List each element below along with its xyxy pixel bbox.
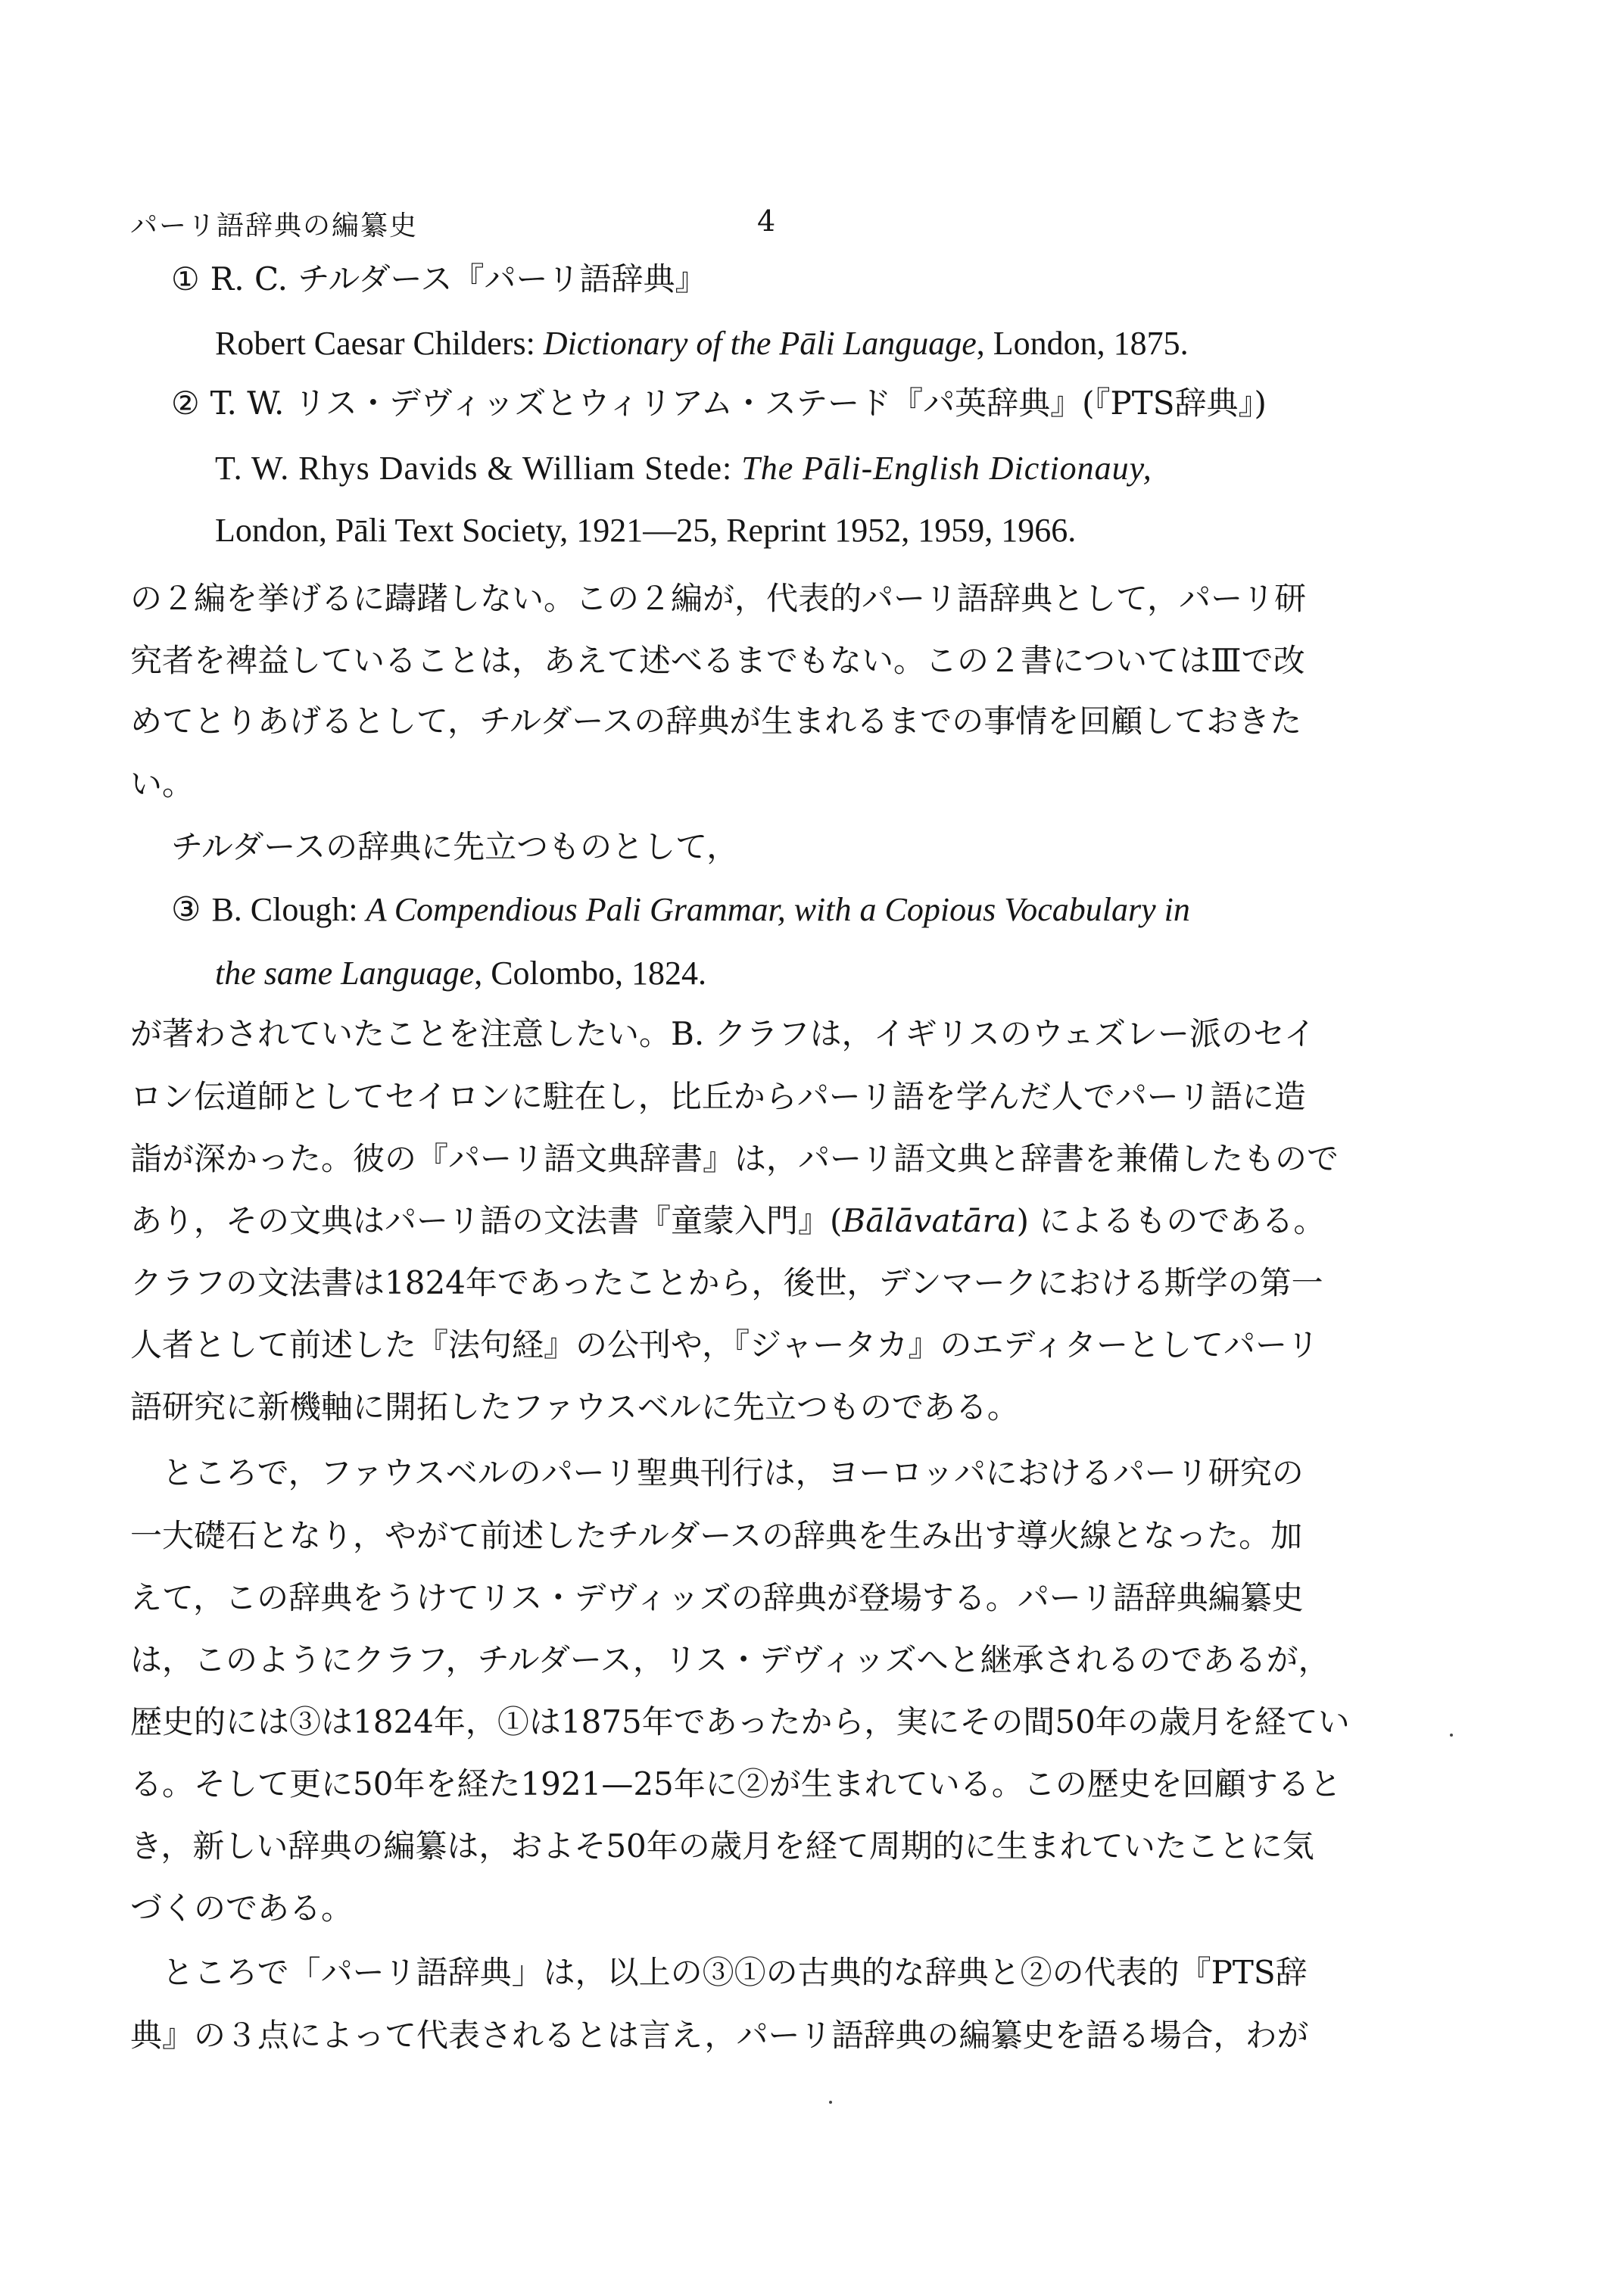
scan-speck: [829, 2101, 832, 2104]
reference-3-citation: [171, 893, 1190, 927]
citation-title: The Pāli-English Dictionauy,: [741, 450, 1152, 487]
body-line: る。そして更に50年を経た1921—25年に②が生まれている。この歴史を回顧すると: [130, 1765, 1342, 1802]
body-line: 歴史的には③は1824年，①は1875年であったから，実にその間50年の歳月を経てい: [130, 1703, 1350, 1740]
body-line: クラフの文法書は1824年であったことから，後世，デンマークにおける斯学の第一: [130, 1264, 1323, 1301]
body-line: [130, 1202, 1326, 1239]
reference-3-citation-cont: [215, 957, 706, 990]
citation-author: Robert Caesar Childers:: [215, 325, 544, 362]
reference-number: ②: [171, 385, 200, 422]
running-title: パーリ語辞典の編纂史: [130, 210, 419, 241]
reference-number: ①: [171, 260, 200, 298]
reference-2-imprint: London, Pāli Text Society, 1921—25, Reprint 1952, 1959, 1966.: [215, 512, 1077, 549]
page-number: 4: [757, 204, 776, 238]
body-line: ところで，ファウスベルのパーリ聖典刊行は，ヨーロッパにおけるパーリ研究の: [130, 1454, 1304, 1491]
citation-author: B. Clough:: [211, 891, 366, 928]
body-line: チルダースの辞典に先立つものとして，: [171, 828, 739, 865]
body-line: ところで「パーリ語辞典」は，以上の③①の古典的な辞典と②の代表的『PTS辞: [130, 1954, 1308, 1991]
body-line: き，新しい辞典の編纂は，およそ50年の歳月を経て周期的に生まれていたことに気: [130, 1827, 1314, 1865]
body-line: 究者を裨益していることは，あえて述べるまでもない。この２書についてはⅢで改: [130, 642, 1305, 679]
citation-imprint: , Colombo, 1824.: [474, 955, 706, 992]
reference-1-title: [171, 260, 707, 298]
body-line: ロン伝道師としてセイロンに駐在し，比丘からパーリ語を学んだ人でパーリ語に造: [130, 1078, 1306, 1115]
body-line: 詣が深かった。彼の『パーリ語文典辞書』は，パーリ語文典と辞書を兼備したもので: [130, 1140, 1339, 1177]
citation-imprint: , London, 1875.: [976, 325, 1189, 362]
body-text-italic: Bālāvatāra: [842, 1202, 1017, 1239]
body-line: 語研究に新機軸に開拓したファウスベルに先立つものである。: [130, 1388, 1019, 1425]
body-line: い。: [130, 765, 195, 802]
reference-1-citation: [215, 327, 1189, 360]
body-line: が著わされていたことを注意したい。B. クラフは，イギリスのウェズレー派のセイ: [130, 1015, 1316, 1052]
body-line: えて，この辞典をうけてリス・デヴィッズの辞典が登場する。パーリ語辞典編纂史: [130, 1579, 1304, 1616]
scan-speck: [1450, 1734, 1453, 1737]
citation-title: Dictionary of the Pāli Language: [543, 325, 977, 362]
body-line: 一大礎石となり，やがて前述したチルダースの辞典を生み出す導火線となった。加: [130, 1517, 1303, 1554]
citation-title: A Compendious Pali Grammar, with a Copious Vocabulary in: [366, 891, 1190, 928]
reference-2-title: [171, 385, 1267, 422]
body-line: めてとりあげるとして，チルダースの辞典が生まれるまでの事情を回顧しておきた: [130, 703, 1302, 740]
body-line: 典』の３点によって代表されるとは言え，パーリ語辞典の編纂史を語る場合，わが: [130, 2017, 1309, 2054]
reference-title-ja: R. C. チルダース『パーリ語辞典』: [210, 260, 707, 298]
citation-author: T. W. Rhys Davids & William Stede:: [215, 450, 742, 487]
reference-title-ja: T. W. リス・デヴィッズとウィリアム・ステード『パ英辞典』(『PTS辞典』): [210, 385, 1267, 422]
citation-title: the same Language: [215, 955, 475, 992]
body-line: 人者として前述した『法句経』の公刊や，『ジャータカ』のエディターとしてパーリ: [130, 1326, 1319, 1363]
reference-2-citation: [215, 452, 1152, 485]
body-line: は，このようにクラフ，チルダース，リス・デヴィッズへと継承されるのであるが，: [130, 1641, 1330, 1678]
body-line: の２編を挙げるに躊躇しない。この２編が，代表的パーリ語辞典として，パーリ研: [130, 580, 1307, 617]
body-text: ) によるものである。: [1016, 1202, 1326, 1239]
body-text: あり，その文典はパーリ語の文法書『童蒙入門』(: [130, 1202, 843, 1239]
reference-number: ③: [171, 891, 201, 928]
body-line: づくのである。: [130, 1890, 354, 1927]
